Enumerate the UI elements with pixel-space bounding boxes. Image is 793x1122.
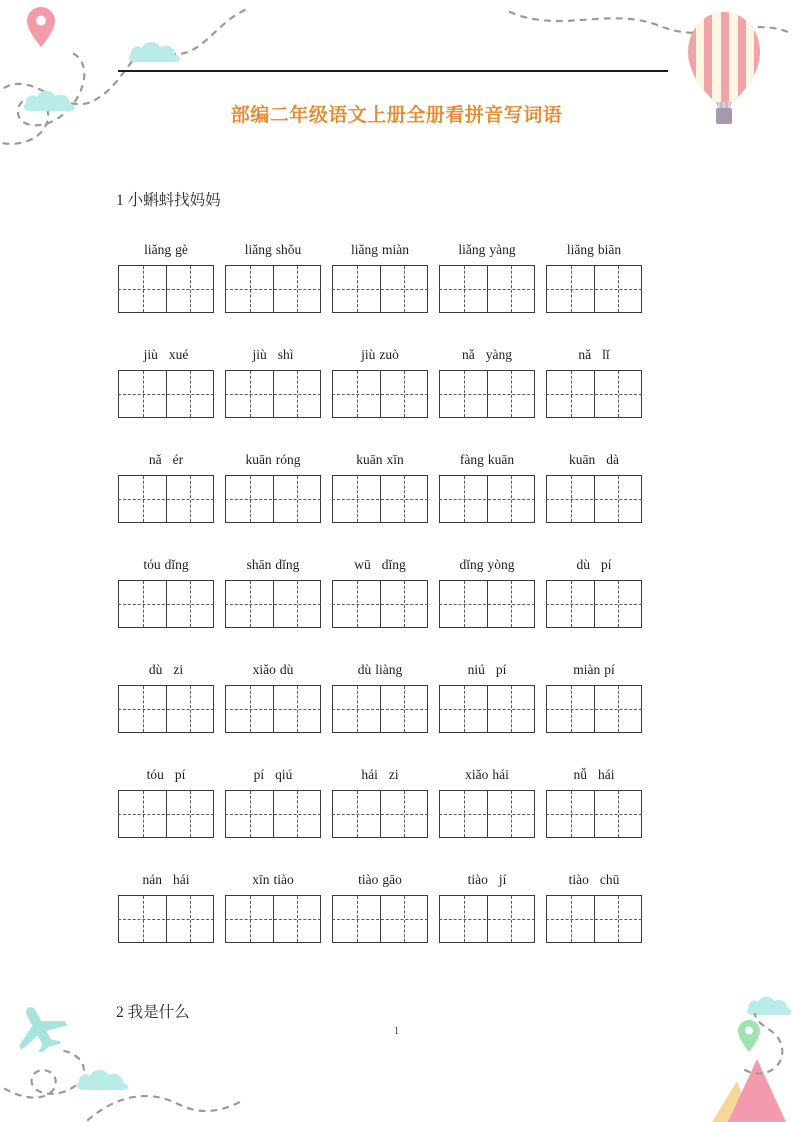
pinyin-syllable: pí (174, 766, 186, 782)
guide-line-vertical (571, 266, 572, 312)
character-writing-box[interactable] (225, 895, 321, 943)
guide-line-vertical (190, 896, 191, 942)
box-divider (594, 371, 595, 417)
pinyin-syllable: liǎng (458, 241, 486, 257)
box-divider (594, 476, 595, 522)
worksheet-row (118, 228, 648, 333)
box-divider (380, 371, 381, 417)
pinyin-label (439, 768, 535, 782)
guide-line-vertical (190, 266, 191, 312)
box-divider (380, 476, 381, 522)
guide-line-vertical (464, 896, 465, 942)
pinyin-syllable: kuān (569, 451, 596, 467)
box-divider (594, 581, 595, 627)
character-writing-box[interactable] (118, 895, 214, 943)
guide-line-vertical (143, 791, 144, 837)
pinyin-syllable: dù (148, 661, 163, 677)
pinyin-syllable: gāo (382, 871, 402, 887)
box-divider (380, 791, 381, 837)
guide-line-vertical (404, 581, 405, 627)
character-writing-box[interactable] (118, 580, 214, 628)
guide-line-vertical (404, 791, 405, 837)
pinyin-syllable: pí (600, 556, 612, 572)
character-writing-box[interactable] (118, 475, 214, 523)
pinyin-gap (589, 873, 600, 887)
pinyin-gap (267, 348, 278, 362)
pinyin-syllable: miàn (382, 241, 409, 257)
pinyin-line (118, 753, 648, 781)
pinyin-gap (488, 873, 499, 887)
character-writing-box[interactable] (546, 685, 642, 733)
pinyin-gap (595, 453, 606, 467)
header-divider (118, 70, 668, 72)
guide-line-vertical (511, 371, 512, 417)
guide-line-vertical (464, 371, 465, 417)
guide-line-vertical (511, 791, 512, 837)
cloud-icon (745, 993, 793, 1017)
guide-line-vertical (357, 791, 358, 837)
box-divider (487, 791, 488, 837)
pinyin-label (118, 663, 214, 677)
pinyin-syllable: dù (357, 661, 372, 677)
character-writing-box[interactable] (332, 475, 428, 523)
pinyin-syllable: yàng (485, 346, 512, 362)
pinyin-gap (158, 348, 169, 362)
guide-line-vertical (250, 581, 251, 627)
writing-boxes-line (118, 370, 648, 418)
character-writing-box[interactable] (546, 790, 642, 838)
pinyin-syllable: liǎng (144, 241, 172, 257)
character-writing-box[interactable] (546, 370, 642, 418)
pinyin-gap (162, 873, 173, 887)
pinyin-gap (162, 663, 173, 677)
guide-line-vertical (404, 686, 405, 732)
character-writing-box[interactable] (225, 580, 321, 628)
writing-boxes-line (118, 580, 648, 628)
pinyin-syllable: xué (168, 346, 189, 362)
guide-line-vertical (357, 896, 358, 942)
pinyin-syllable: dù (576, 556, 590, 572)
writing-boxes-line (118, 685, 648, 733)
dashed-trail (735, 1010, 793, 1084)
box-divider (487, 266, 488, 312)
pinyin-line (118, 438, 648, 466)
character-writing-box[interactable] (332, 370, 428, 418)
pinyin-syllable: zi (388, 766, 399, 782)
writing-boxes-line (118, 265, 648, 313)
guide-line-vertical (143, 581, 144, 627)
guide-line-vertical (618, 896, 619, 942)
pinyin-label (332, 243, 428, 257)
character-writing-box[interactable] (546, 895, 642, 943)
pinyin-label (332, 453, 428, 467)
dashed-trail (0, 1050, 250, 1122)
guide-line-vertical (143, 896, 144, 942)
pinyin-label (439, 348, 535, 362)
pinyin-syllable: yòng (487, 556, 515, 572)
guide-line-vertical (190, 581, 191, 627)
guide-line-vertical (250, 896, 251, 942)
pinyin-label (546, 348, 642, 362)
pinyin-syllable: dǐng (275, 556, 300, 572)
pinyin-syllable: xīn (386, 451, 404, 467)
pinyin-syllable: dǐng (381, 556, 406, 572)
pinyin-syllable: nǎ (578, 346, 592, 362)
guide-line-vertical (618, 686, 619, 732)
pinyin-line (118, 228, 648, 256)
pinyin-label (439, 243, 535, 257)
pinyin-syllable: lǐ (602, 346, 610, 362)
guide-line-vertical (618, 266, 619, 312)
writing-boxes-line (118, 895, 648, 943)
pinyin-label (225, 768, 321, 782)
pinyin-syllable: zuò (379, 346, 399, 362)
character-writing-box[interactable] (118, 370, 214, 418)
pinyin-gap (164, 768, 175, 782)
guide-line-vertical (190, 371, 191, 417)
guide-line-vertical (404, 896, 405, 942)
box-divider (380, 686, 381, 732)
pinyin-line (118, 543, 648, 571)
pinyin-syllable: xiǎo (252, 661, 276, 677)
cloud-icon (127, 38, 185, 64)
character-writing-box[interactable] (332, 790, 428, 838)
box-divider (594, 896, 595, 942)
pinyin-label (546, 243, 642, 257)
guide-line-vertical (511, 266, 512, 312)
guide-line-vertical (357, 686, 358, 732)
character-writing-box[interactable] (332, 895, 428, 943)
pinyin-label (546, 768, 642, 782)
character-writing-box[interactable] (546, 475, 642, 523)
guide-line-vertical (464, 266, 465, 312)
pinyin-syllable: dǐng (164, 556, 189, 572)
guide-line-vertical (571, 791, 572, 837)
guide-line-vertical (250, 476, 251, 522)
box-divider (273, 896, 274, 942)
guide-line-vertical (190, 791, 191, 837)
map-pin-icon (26, 4, 56, 50)
guide-line-vertical (464, 686, 465, 732)
pinyin-label (546, 873, 642, 887)
character-writing-box[interactable] (439, 580, 535, 628)
character-writing-box[interactable] (332, 685, 428, 733)
section-heading-1: 1 小蝌蚪找妈妈 (116, 192, 221, 209)
pinyin-syllable: kuān (487, 451, 515, 467)
page-number: 1 (394, 1026, 399, 1037)
character-writing-box[interactable] (546, 580, 642, 628)
guide-line-vertical (511, 581, 512, 627)
section-heading-2: 2 我是什么 (116, 1004, 190, 1021)
guide-line-vertical (357, 371, 358, 417)
pinyin-syllable: ér (172, 451, 184, 467)
character-writing-box[interactable] (439, 790, 535, 838)
pinyin-syllable: biān (597, 241, 622, 257)
character-writing-box[interactable] (225, 685, 321, 733)
pinyin-syllable: wū (354, 556, 371, 572)
guide-line-vertical (357, 266, 358, 312)
guide-line-vertical (404, 476, 405, 522)
guide-line-vertical (571, 686, 572, 732)
guide-line-vertical (571, 476, 572, 522)
pinyin-syllable: hái (173, 871, 190, 887)
pinyin-syllable: shān (246, 556, 272, 572)
pinyin-gap (475, 348, 486, 362)
character-writing-box[interactable] (439, 265, 535, 313)
guide-line-vertical (571, 371, 572, 417)
pinyin-label (225, 348, 321, 362)
pinyin-syllable: tiào (467, 871, 488, 887)
guide-line-vertical (297, 791, 298, 837)
pinyin-label (332, 348, 428, 362)
box-divider (380, 581, 381, 627)
pinyin-syllable: hái (598, 766, 615, 782)
box-divider (166, 476, 167, 522)
box-divider (380, 266, 381, 312)
pinyin-syllable: jiù (143, 346, 158, 362)
pinyin-syllable: tóu (143, 556, 161, 572)
pinyin-label (118, 873, 214, 887)
pinyin-syllable: tóu (146, 766, 164, 782)
pinyin-gap (485, 663, 496, 677)
pinyin-syllable: xiǎo (465, 766, 489, 782)
pinyin-syllable: dǐng (459, 556, 484, 572)
pinyin-syllable: nǎ (462, 346, 475, 362)
guide-line-vertical (357, 476, 358, 522)
pinyin-label (546, 558, 642, 572)
box-divider (166, 266, 167, 312)
dashed-trail (500, 0, 793, 70)
pinyin-label (332, 873, 428, 887)
character-writing-box[interactable] (118, 265, 214, 313)
pinyin-label (546, 453, 642, 467)
pinyin-syllable: dù (279, 661, 294, 677)
guide-line-vertical (297, 371, 298, 417)
writing-boxes-line (118, 475, 648, 523)
pinyin-syllable: qiú (275, 766, 293, 782)
pinyin-label (118, 348, 214, 362)
guide-line-vertical (250, 686, 251, 732)
guide-line-vertical (297, 581, 298, 627)
pinyin-gap (162, 453, 173, 467)
pinyin-label (439, 558, 535, 572)
pinyin-syllable: tiào (273, 871, 294, 887)
character-writing-box[interactable] (439, 685, 535, 733)
box-divider (166, 686, 167, 732)
guide-line-vertical (618, 581, 619, 627)
worksheet-row (118, 333, 648, 438)
pinyin-syllable: niú (467, 661, 485, 677)
pinyin-gap (591, 348, 602, 362)
page-title: 部编二年级语文上册全册看拼音写词语 (230, 105, 563, 126)
box-divider (487, 896, 488, 942)
box-divider (166, 791, 167, 837)
worksheet-row (118, 858, 648, 963)
guide-line-vertical (357, 581, 358, 627)
pinyin-syllable: tiào (568, 871, 589, 887)
pinyin-syllable: yàng (489, 241, 516, 257)
guide-line-vertical (404, 266, 405, 312)
pinyin-label (118, 768, 214, 782)
pinyin-syllable: fàng (459, 451, 484, 467)
pinyin-syllable: zi (173, 661, 184, 677)
pinyin-label (439, 453, 535, 467)
pinyin-syllable: pí (495, 661, 507, 677)
pinyin-syllable: shǒu (275, 241, 302, 257)
guide-line-vertical (143, 476, 144, 522)
pinyin-label (225, 873, 321, 887)
pinyin-syllable: xīn (252, 871, 270, 887)
pinyin-gap (378, 768, 389, 782)
pinyin-gap (264, 768, 275, 782)
pinyin-label (439, 873, 535, 887)
pinyin-gap (590, 558, 601, 572)
pinyin-label (225, 558, 321, 572)
character-writing-box[interactable] (225, 370, 321, 418)
guide-line-vertical (250, 266, 251, 312)
pinyin-syllable: gè (175, 241, 188, 257)
character-writing-box[interactable] (546, 265, 642, 313)
pinyin-syllable: róng (275, 451, 301, 467)
pinyin-label (332, 663, 428, 677)
guide-line-vertical (143, 686, 144, 732)
box-divider (594, 686, 595, 732)
pinyin-label (118, 243, 214, 257)
pinyin-syllable: jí (498, 871, 507, 887)
box-divider (166, 371, 167, 417)
pinyin-line (118, 858, 648, 886)
guide-line-vertical (464, 791, 465, 837)
pinyin-syllable: hái (492, 766, 509, 782)
writing-boxes-line (118, 790, 648, 838)
box-divider (273, 791, 274, 837)
pinyin-label (118, 558, 214, 572)
guide-line-vertical (190, 476, 191, 522)
character-writing-box[interactable] (332, 580, 428, 628)
pinyin-gap (371, 558, 382, 572)
cloud-icon (75, 1066, 133, 1092)
pinyin-syllable: kuān (356, 451, 383, 467)
pinyin-label (332, 558, 428, 572)
guide-line-vertical (464, 581, 465, 627)
pinyin-syllable: shì (277, 346, 294, 362)
mountain-triangle (700, 1035, 793, 1122)
box-divider (487, 581, 488, 627)
character-writing-box[interactable] (118, 790, 214, 838)
character-writing-box[interactable] (439, 370, 535, 418)
box-divider (487, 371, 488, 417)
box-divider (166, 896, 167, 942)
worksheet-row (118, 648, 648, 753)
box-divider (594, 266, 595, 312)
pinyin-label (439, 663, 535, 677)
pinyin-gap (587, 768, 598, 782)
pinyin-syllable: dà (606, 451, 619, 467)
pinyin-label (546, 663, 642, 677)
guide-line-vertical (511, 686, 512, 732)
guide-line-vertical (464, 476, 465, 522)
guide-line-vertical (297, 686, 298, 732)
box-divider (380, 896, 381, 942)
pinyin-syllable: nǚ (573, 766, 587, 782)
pinyin-syllable: liàng (375, 661, 403, 677)
guide-line-vertical (297, 266, 298, 312)
guide-line-vertical (143, 371, 144, 417)
pinyin-syllable: nǎ (148, 451, 162, 467)
character-writing-box[interactable] (439, 475, 535, 523)
guide-line-vertical (618, 476, 619, 522)
box-divider (487, 686, 488, 732)
pinyin-syllable: jiù (252, 346, 267, 362)
dashed-trail (0, 0, 260, 160)
worksheet-row (118, 438, 648, 543)
pinyin-syllable: liǎng (351, 241, 378, 257)
guide-line-vertical (250, 791, 251, 837)
worksheet-row (118, 753, 648, 858)
guide-line-vertical (404, 371, 405, 417)
box-divider (273, 476, 274, 522)
pinyin-syllable: pí (253, 766, 265, 782)
box-divider (487, 476, 488, 522)
pinyin-syllable: jiù (361, 346, 376, 362)
guide-line-vertical (297, 896, 298, 942)
box-divider (273, 371, 274, 417)
guide-line-vertical (511, 476, 512, 522)
character-writing-box[interactable] (332, 265, 428, 313)
box-divider (594, 791, 595, 837)
pinyin-syllable: pí (604, 661, 615, 677)
guide-line-vertical (618, 791, 619, 837)
guide-line-vertical (511, 896, 512, 942)
pinyin-line (118, 333, 648, 361)
guide-line-vertical (250, 371, 251, 417)
pinyin-label (225, 243, 321, 257)
guide-line-vertical (571, 896, 572, 942)
pinyin-syllable: liǎng (244, 241, 272, 257)
pinyin-syllable: kuān (245, 451, 272, 467)
character-writing-box[interactable] (225, 265, 321, 313)
pinyin-syllable: liǎng (566, 241, 594, 257)
pinyin-syllable: tiào (358, 871, 379, 887)
pinyin-label (225, 663, 321, 677)
pinyin-label (225, 453, 321, 467)
pinyin-syllable: miàn (573, 661, 601, 677)
guide-line-vertical (143, 266, 144, 312)
pinyin-syllable: chū (599, 871, 620, 887)
pinyin-syllable: hái (361, 766, 378, 782)
character-writing-box[interactable] (439, 895, 535, 943)
box-divider (273, 686, 274, 732)
guide-line-vertical (297, 476, 298, 522)
guide-line-vertical (618, 371, 619, 417)
worksheet-row (118, 543, 648, 648)
pinyin-line (118, 648, 648, 676)
character-writing-box[interactable] (225, 790, 321, 838)
box-divider (273, 266, 274, 312)
box-divider (273, 581, 274, 627)
guide-line-vertical (571, 581, 572, 627)
pinyin-syllable: nán (142, 871, 162, 887)
character-writing-box[interactable] (225, 475, 321, 523)
pinyin-label (118, 453, 214, 467)
guide-line-vertical (190, 686, 191, 732)
character-writing-box[interactable] (118, 685, 214, 733)
pinyin-label (332, 768, 428, 782)
box-divider (166, 581, 167, 627)
